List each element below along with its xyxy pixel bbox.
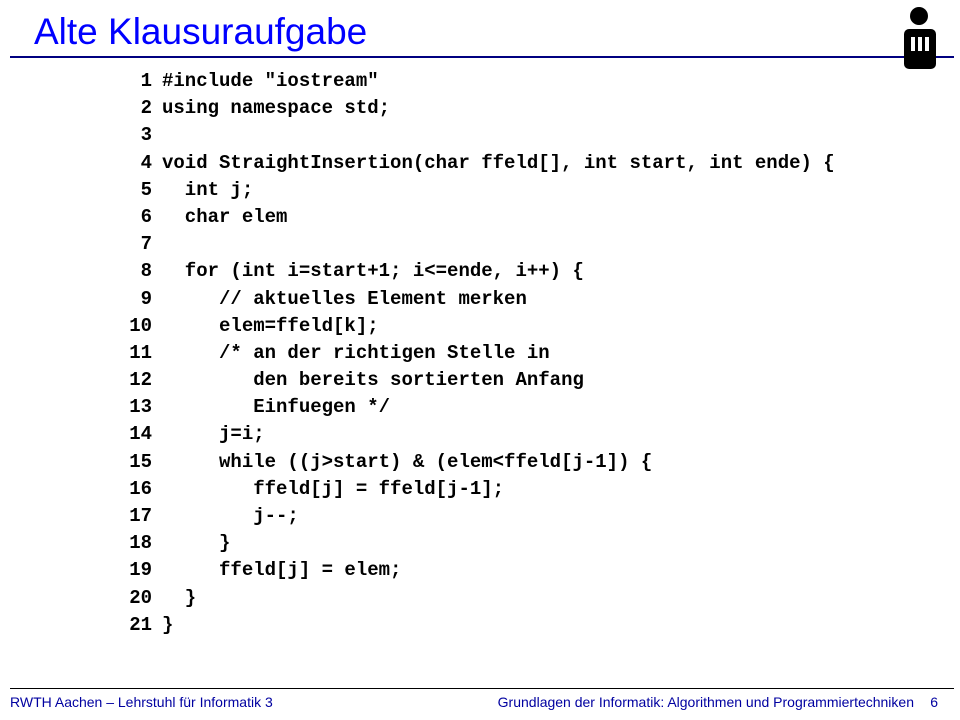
footer-divider (10, 688, 954, 689)
line-number: 6 (140, 205, 152, 228)
line-number: 3 (140, 124, 152, 147)
line-code: j--; (162, 505, 299, 527)
line-code: char elem (162, 205, 288, 228)
code-line (110, 557, 960, 584)
code-line (110, 476, 960, 503)
line-code: den bereits sortierten Anfang (162, 369, 584, 392)
line-number: 7 (140, 233, 152, 256)
line-number: 14 (129, 423, 152, 446)
code-line (110, 585, 960, 612)
code-line (110, 286, 960, 313)
line-number: 5 (140, 178, 152, 201)
line-code: ffeld[j] = ffeld[j-1]; (162, 477, 505, 500)
line-gap (152, 313, 162, 340)
code-line (110, 530, 960, 557)
code-line (110, 258, 960, 285)
footer-institution: RWTH Aachen – Lehrstuhl für Informatik 3 (10, 694, 273, 710)
code-line (110, 367, 960, 394)
line-gap (152, 394, 162, 421)
line-code: j=i; (162, 423, 265, 446)
code-line (110, 449, 960, 476)
page-number: 6 (930, 694, 938, 710)
line-code: for (int i=start+1; i<=ende, i++) { (162, 260, 584, 283)
rwth-i3-logo-icon (903, 6, 937, 70)
code-line (110, 68, 960, 95)
code-line (110, 612, 960, 639)
line-gap (152, 421, 162, 448)
line-number: 9 (140, 287, 152, 310)
line-gap (152, 503, 162, 530)
line-gap (152, 340, 162, 367)
line-gap (152, 367, 162, 394)
code-line (110, 95, 960, 122)
line-number: 10 (129, 314, 152, 337)
line-number: 8 (140, 260, 152, 283)
line-gap (152, 204, 162, 231)
line-code: } (162, 586, 197, 609)
line-number: 17 (129, 505, 152, 527)
line-number: 11 (129, 341, 152, 364)
code-line (110, 340, 960, 367)
line-code: Einfuegen */ (162, 396, 391, 419)
line-gap (152, 530, 162, 557)
line-code: int j; (162, 178, 254, 201)
code-line (110, 394, 960, 421)
line-number: 18 (129, 532, 152, 555)
line-gap (152, 476, 162, 503)
line-gap (152, 286, 162, 313)
line-number: 13 (129, 396, 152, 419)
code-line (110, 313, 960, 340)
line-gap (152, 585, 162, 612)
slide-title: Alte Klausuraufgabe (34, 11, 368, 52)
line-number: 15 (129, 450, 152, 473)
line-number: 20 (129, 586, 152, 609)
line-number: 21 (129, 613, 152, 636)
line-code: while ((j>start) & (elem<ffeld[j-1]) { (162, 450, 653, 473)
line-code: // aktuelles Element merken (162, 287, 527, 310)
code-line (110, 150, 960, 177)
line-code: using namespace std; (162, 97, 391, 120)
line-number: 1 (140, 70, 152, 92)
line-code: elem=ffeld[k]; (162, 314, 379, 337)
line-number: 16 (129, 477, 152, 500)
line-gap (152, 231, 162, 258)
line-gap (152, 150, 162, 177)
code-line (110, 421, 960, 448)
line-gap (152, 258, 162, 285)
line-number: 4 (140, 151, 152, 174)
line-gap (152, 177, 162, 204)
line-code: } (162, 532, 231, 555)
line-number: 19 (129, 559, 152, 582)
line-code: #include "iostream" (162, 70, 379, 92)
line-gap (152, 449, 162, 476)
line-gap (152, 68, 162, 95)
code-line (110, 122, 960, 149)
code-line (110, 503, 960, 530)
line-number: 12 (129, 369, 152, 392)
code-line (110, 204, 960, 231)
line-gap (152, 95, 162, 122)
line-code: void StraightInsertion(char ffeld[], int start, int ende) { (162, 151, 835, 174)
line-code: } (162, 613, 174, 636)
line-number: 2 (140, 97, 152, 120)
code-listing (110, 68, 960, 639)
line-gap (152, 612, 162, 639)
code-line (110, 231, 960, 258)
line-code: ffeld[j] = elem; (162, 559, 402, 582)
code-line (110, 177, 960, 204)
line-gap (152, 557, 162, 584)
line-code: /* an der richtigen Stelle in (162, 341, 550, 364)
line-gap (152, 122, 162, 149)
title-divider (10, 56, 954, 58)
footer-course-title: Grundlagen der Informatik: Algorithmen und Programmiertechniken (497, 694, 914, 710)
